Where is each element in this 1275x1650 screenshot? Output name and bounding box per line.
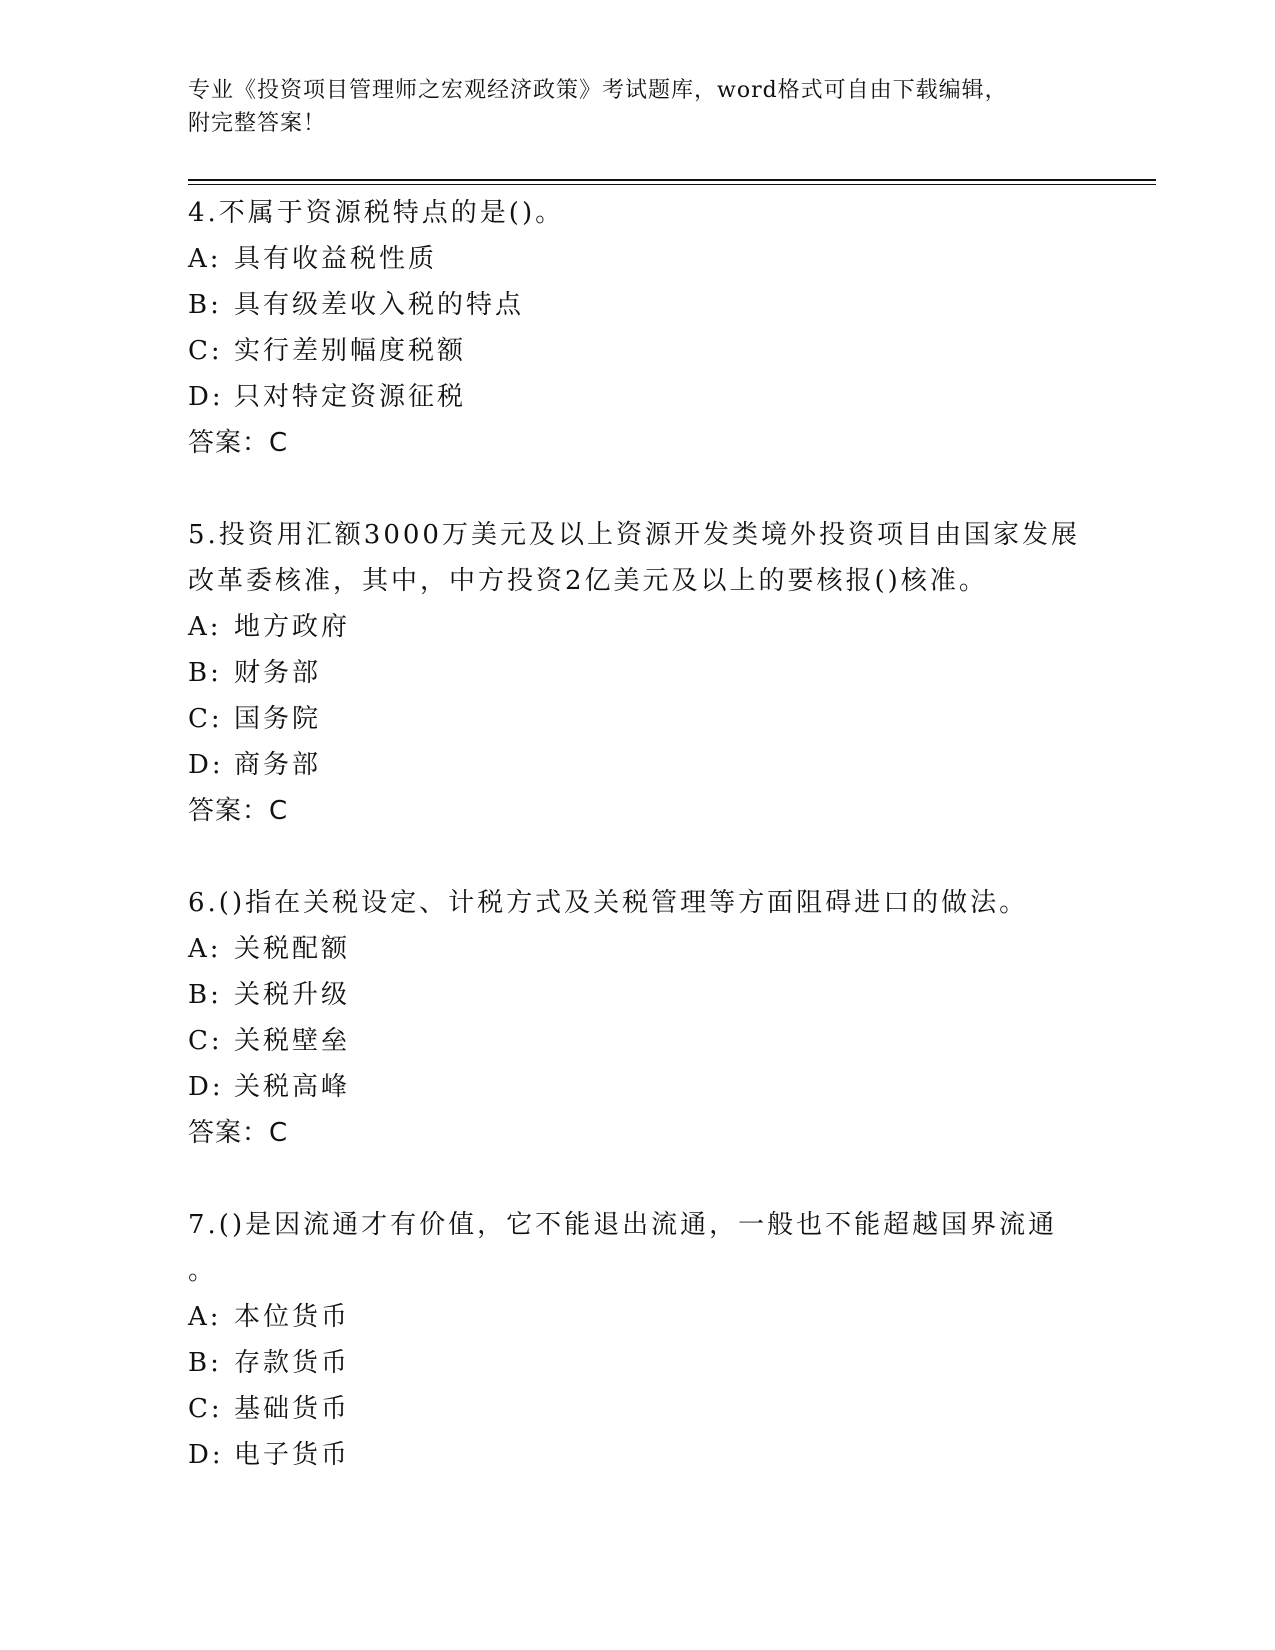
option-key: D: [188, 1440, 224, 1470]
question-stem: 4.不属于资源税特点的是()。 [188, 198, 565, 228]
header-divider-thin [188, 184, 1156, 185]
question-block [188, 190, 1088, 466]
option-key: C: [188, 1026, 223, 1056]
option-text: 关税升级 [234, 980, 351, 1010]
option-text: 关税高峰 [234, 1072, 351, 1102]
option-key: C: [188, 336, 223, 366]
option-text: 具有收益税性质 [234, 244, 438, 274]
option-b [188, 282, 1088, 328]
option-text: 国务院 [234, 704, 322, 734]
question-stem-continued: 改革委核准，其中，中方投资2亿美元及以上的要核报()核准。 [188, 566, 988, 596]
option-key: A: [188, 1302, 222, 1332]
option-text: 商务部 [234, 750, 322, 780]
option-d [188, 742, 1088, 788]
option-text: 具有级差收入税的特点 [234, 290, 525, 320]
answer-line: 答案：C [188, 1118, 289, 1148]
option-d [188, 1432, 1088, 1478]
option-key: B: [188, 658, 222, 688]
option-d [188, 374, 1088, 420]
option-text: 存款货币 [234, 1348, 351, 1378]
option-key: B: [188, 1348, 222, 1378]
option-text: 关税壁垒 [234, 1026, 351, 1056]
option-key: A: [188, 612, 222, 642]
option-text: 基础货币 [234, 1394, 351, 1424]
option-a [188, 236, 1088, 282]
question-stem: 6.()指在关税设定、计税方式及关税管理等方面阻碍进口的做法。 [188, 888, 1029, 918]
answer-line: 答案：C [188, 796, 289, 826]
question-block [188, 1202, 1088, 1478]
option-b [188, 650, 1088, 696]
option-c [188, 1386, 1088, 1432]
header-divider-thick [188, 179, 1156, 181]
header-line-1: 专业《投资项目管理师之宏观经济政策》考试题库，word格式可自由下载编辑， [188, 78, 1008, 103]
option-a [188, 604, 1088, 650]
document-header [188, 74, 1088, 140]
option-b [188, 1340, 1088, 1386]
option-key: D: [188, 382, 224, 412]
option-b [188, 972, 1088, 1018]
option-text: 电子货币 [234, 1440, 351, 1470]
option-key: A: [188, 934, 222, 964]
option-text: 关税配额 [234, 934, 351, 964]
question-stem: 5.投资用汇额3000万美元及以上资源开发类境外投资项目由国家发展 [188, 520, 1080, 550]
option-a [188, 1294, 1088, 1340]
question-block [188, 512, 1088, 834]
option-key: A: [188, 244, 222, 274]
header-line-2: 附完整答案！ [188, 111, 327, 136]
option-text: 实行差别幅度税额 [234, 336, 467, 366]
option-key: C: [188, 704, 223, 734]
option-text: 只对特定资源征税 [234, 382, 467, 412]
question-stem-continued: 。 [188, 1256, 218, 1286]
option-key: B: [188, 980, 222, 1010]
option-c [188, 1018, 1088, 1064]
option-key: B: [188, 290, 222, 320]
option-c [188, 696, 1088, 742]
answer-line: 答案：C [188, 428, 289, 458]
option-key: C: [188, 1394, 223, 1424]
question-stem: 7.()是因流通才有价值，它不能退出流通，一般也不能超越国界流通 [188, 1210, 1058, 1240]
option-a [188, 926, 1088, 972]
option-text: 本位货币 [234, 1302, 351, 1332]
option-key: D: [188, 750, 224, 780]
option-key: D: [188, 1072, 224, 1102]
option-d [188, 1064, 1088, 1110]
question-block [188, 880, 1088, 1156]
option-c [188, 328, 1088, 374]
question-list [188, 190, 1088, 1524]
option-text: 地方政府 [234, 612, 351, 642]
option-text: 财务部 [234, 658, 322, 688]
